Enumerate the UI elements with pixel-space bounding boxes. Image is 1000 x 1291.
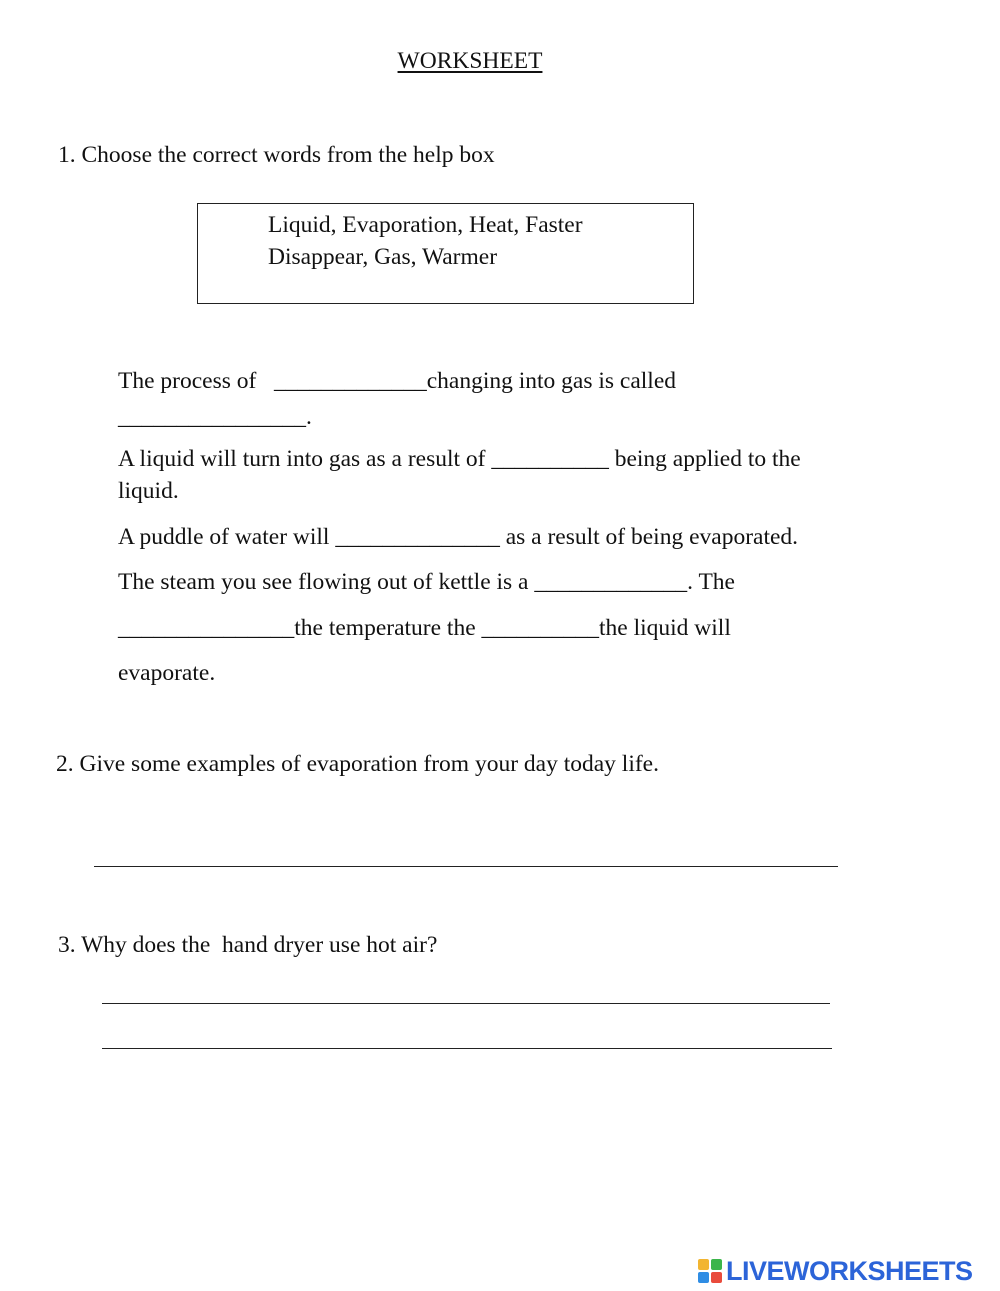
help-box-words-line-2: Disappear, Gas, Warmer: [268, 244, 498, 270]
logo-tile: [711, 1259, 722, 1270]
answer-line-question-3[interactable]: [102, 1003, 830, 1004]
fill-blank-sentence-line: A liquid will turn into gas as a result of __________ being applied to the: [118, 446, 801, 472]
fill-blank-sentence-line: ________________.: [118, 404, 312, 430]
liveworksheets-logo-icon: [698, 1259, 722, 1283]
question-1-prompt: 1. Choose the correct words from the help box: [58, 142, 495, 168]
answer-line-question-2[interactable]: [94, 866, 838, 867]
fill-blank-sentence-line: _______________the temperature the __________the liquid will: [118, 615, 731, 641]
help-box-words-line-1: Liquid, Evaporation, Heat, Faster: [268, 212, 583, 238]
logo-text: LIVEWORKSHEETS: [726, 1255, 973, 1286]
fill-blank-sentence-line: The process of _____________changing into gas is called: [118, 368, 677, 394]
question-2-prompt: 2. Give some examples of evaporation from your day today life.: [56, 751, 659, 777]
fill-blank-sentence-line: The steam you see flowing out of kettle is a _____________. The: [118, 569, 735, 595]
liveworksheets-logo[interactable]: [698, 1255, 973, 1286]
help-box: [197, 203, 694, 304]
fill-blank-sentence-line: evaporate.: [118, 660, 216, 686]
question-3-prompt: 3. Why does the hand dryer use hot air?: [58, 932, 438, 958]
logo-tile: [711, 1272, 722, 1283]
logo-tile: [698, 1272, 709, 1283]
answer-line-question-3[interactable]: [102, 1048, 832, 1049]
logo-tile: [698, 1259, 709, 1270]
worksheet-title: WORKSHEET: [397, 48, 543, 74]
fill-blank-sentence-line: A puddle of water will ______________ as a result of being evaporated.: [118, 524, 799, 550]
fill-blank-sentence-line: liquid.: [118, 478, 179, 504]
